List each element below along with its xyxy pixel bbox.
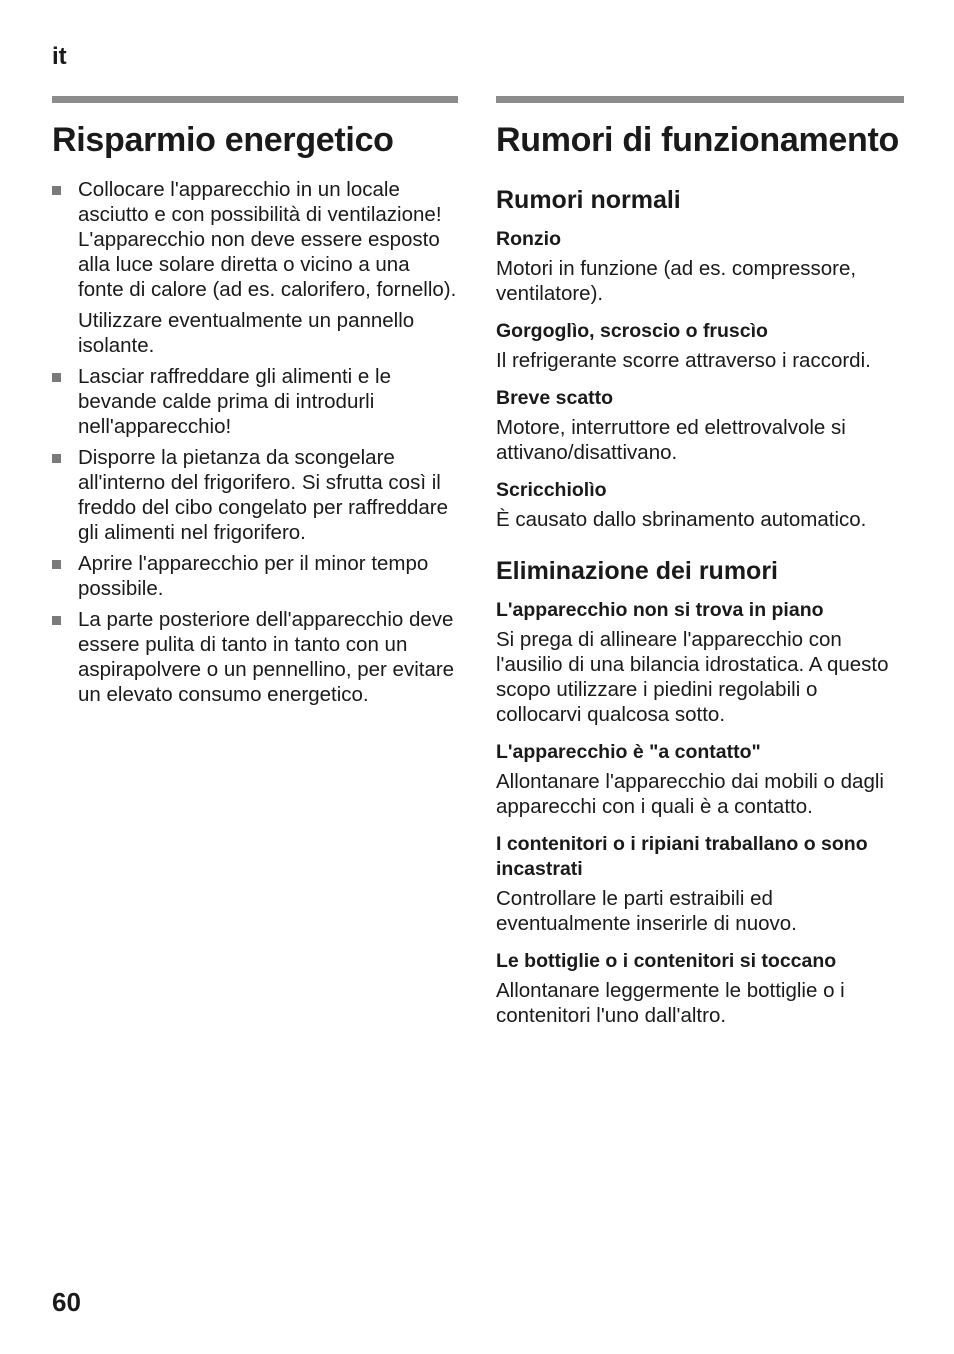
list-item-note: Utilizzare eventualmente un pannello isolante. — [78, 309, 415, 357]
square-bullet-icon — [52, 186, 61, 195]
energy-saving-list — [52, 177, 458, 707]
elimination-entry-title: I contenitori o i ripiani traballano o sono incastrati — [496, 833, 868, 880]
elimination-entry-title: L'apparecchio non si trova in piano — [496, 599, 824, 621]
normal-noises-heading: Rumori normali — [496, 186, 681, 214]
language-code: it — [52, 43, 67, 70]
section-rule — [52, 96, 458, 103]
list-item-text: Aprire l'apparecchio per il minor tempo possibile. — [78, 552, 429, 600]
page-number: 60 — [52, 1287, 81, 1317]
noise-entry-title: Scricchiolìo — [496, 479, 607, 501]
noise-entry-text: È causato dallo sbrinamento automatico. — [496, 508, 867, 531]
square-bullet-icon — [52, 373, 61, 382]
energy-saving-title: Risparmio energetico — [52, 121, 394, 159]
elimination-entry-title: L'apparecchio è "a contatto" — [496, 741, 761, 763]
square-bullet-icon — [52, 454, 61, 463]
list-item — [52, 177, 458, 358]
elimination-entry-text: Si prega di allineare l'apparecchio con l'ausilio di una bilancia idrostatica. A questo scopo utilizzare i piedini regolabili o collocarvi qualcosa sotto. — [496, 628, 889, 726]
list-item-text: Lasciar raffreddare gli alimenti e le bevande calde prima di introdurli nell'apparecchio! — [78, 365, 391, 438]
section-rule — [496, 96, 904, 103]
square-bullet-icon — [52, 560, 61, 569]
list-item-text: Collocare l'apparecchio in un locale asciutto e con possibilità di ventilazione! L'apparecchio non deve essere esposto alla luce solare diretta o vicino a una fonte di calore (ad es. calorifero, fornello). — [78, 178, 457, 301]
energy-saving-section — [52, 96, 458, 713]
noise-entry-text: Motore, interruttore ed elettrovalvole si attivano/disattivano. — [496, 416, 846, 464]
elimination-entry-text: Allontanare leggermente le bottiglie o i contenitori l'uno dall'altro. — [496, 979, 845, 1027]
noise-entry-text: Il refrigerante scorre attraverso i raccordi. — [496, 349, 871, 372]
noise-section — [496, 96, 904, 1041]
noise-entry-text: Motori in funzione (ad es. compressore, ventilatore). — [496, 257, 857, 305]
noise-entry-title: Gorgoglìo, scroscio o fruscìo — [496, 320, 768, 342]
list-item — [52, 607, 458, 707]
list-item-text: Disporre la pietanza da scongelare all'interno del frigorifero. Si sfrutta così il freddo del cibo congelato per raffreddare gli alimenti nel frigorifero. — [78, 446, 449, 544]
elimination-entry-text: Allontanare l'apparecchio dai mobili o dagli apparecchi con i quali è a contatto. — [496, 770, 884, 818]
noise-title: Rumori di funzionamento — [496, 121, 899, 159]
noise-entry-title: Breve scatto — [496, 387, 614, 409]
list-item-text: La parte posteriore dell'apparecchio deve essere pulita di tanto in tanto con un aspirapolvere o un pennellino, per evitare un elevato consumo energetico. — [78, 608, 455, 706]
noise-elimination-heading: Eliminazione dei rumori — [496, 557, 778, 585]
list-item — [52, 445, 458, 545]
list-item — [52, 364, 458, 439]
elimination-entry-text: Controllare le parti estraibili ed eventualmente inserirle di nuovo. — [496, 887, 797, 935]
square-bullet-icon — [52, 616, 61, 625]
elimination-entry-title: Le bottiglie o i contenitori si toccano — [496, 950, 837, 972]
noise-entry-title: Ronzio — [496, 228, 561, 250]
list-item — [52, 551, 458, 601]
